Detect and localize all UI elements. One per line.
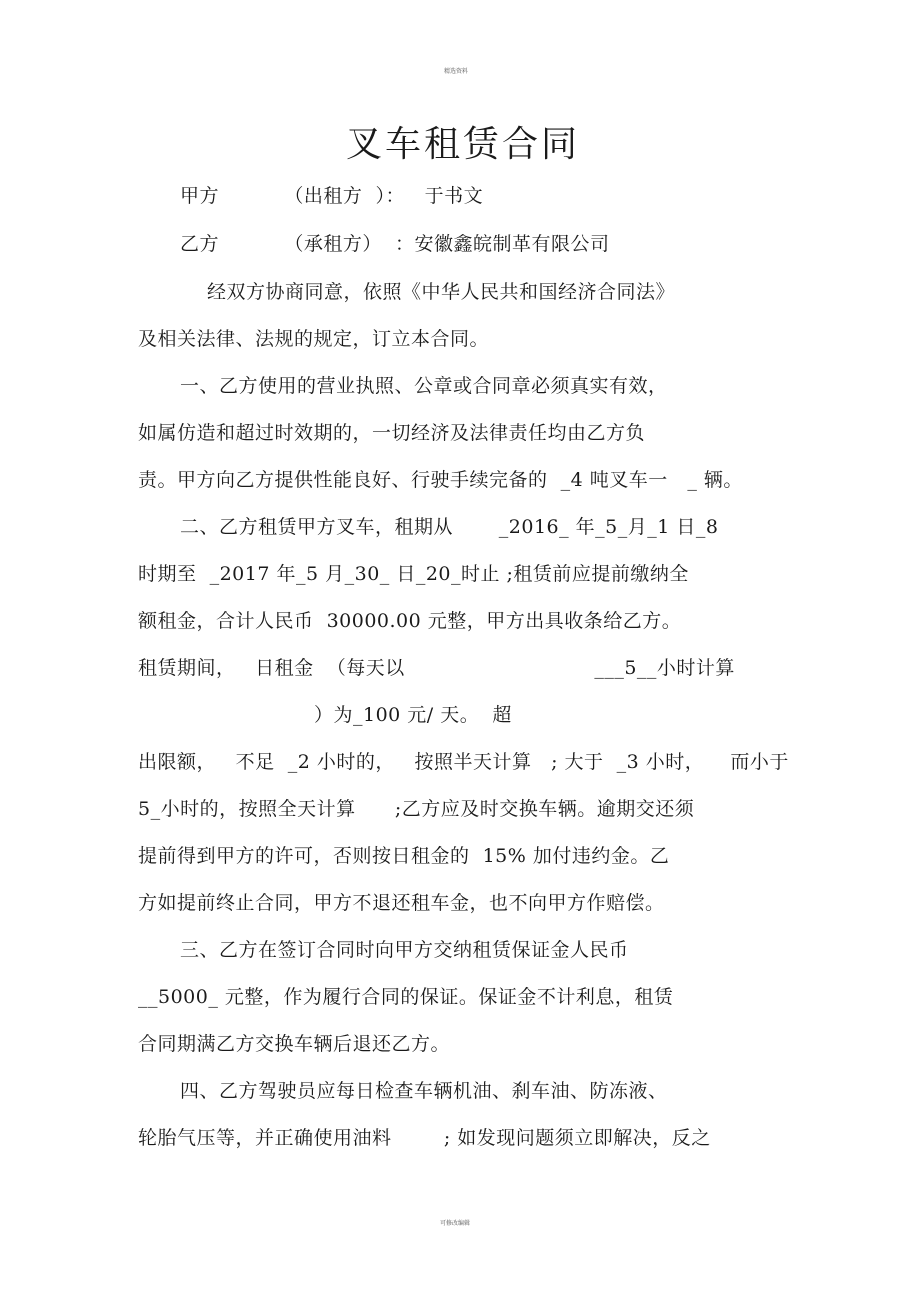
party-a-line: 甲方 （出租方 ）： 于书文: [180, 185, 484, 207]
paragraph-line: 合同期满乙方交换车辆后退还乙方。: [138, 1033, 451, 1055]
paragraph-line: 三、乙方在签订合同时向甲方交纳租赁保证金人民币: [180, 939, 629, 961]
footer-note: 可修改编辑: [440, 1220, 471, 1227]
paragraph-line: 方如提前终止合同，甲方不退还租车金，也不向甲方作赔偿。: [138, 892, 665, 914]
paragraph-line: 责。甲方向乙方提供性能良好、行驶手续完备的 _4 吨叉车一 _ 辆。: [138, 469, 743, 491]
paragraph-line: 租赁期间， 日租金 （每天以 ___5__小时计算: [138, 657, 735, 679]
party-b-line: 乙方 （承租方） ：安徽鑫皖制革有限公司: [180, 233, 610, 255]
paragraph-line: 二、乙方租赁甲方叉车，租期从 _2016_ 年_5_月_1 日_8: [180, 516, 719, 538]
paragraph-line: 及相关法律、法规的规定，订立本合同。: [138, 328, 490, 350]
paragraph-line: 提前得到甲方的许可，否则按日租金的 15% 加付违约金。乙: [138, 845, 670, 867]
paragraph-line: 一、乙方使用的营业执照、公章或合同章必须真实有效，: [180, 375, 668, 397]
paragraph-line: 额租金，合计人民币 30000.00 元整，甲方出具收条给乙方。: [138, 610, 682, 632]
document-title: 叉车租赁合同: [346, 124, 581, 165]
paragraph-line: 如属仿造和超过时效期的，一切经济及法律责任均由乙方负: [138, 422, 646, 444]
paragraph-line: ）为_100 元/ 天。 超: [314, 704, 512, 726]
paragraph-line: 出限额， 不足 _2 小时的， 按照半天计算 ; 大于 _3 小时， 而小于: [138, 751, 789, 773]
paragraph-line: 5_小时的，按照全天计算 ;乙方应及时交换车辆。逾期交还须: [138, 798, 695, 820]
paragraph-line: 四、乙方驾驶员应每日检查车辆机油、刹车油、防冻液、: [180, 1080, 668, 1102]
paragraph-line: 经双方协商同意，依照《中华人民共和国经济合同法》: [207, 281, 676, 303]
paragraph-line: __5000_ 元整，作为履行合同的保证。保证金不计利息，租赁: [138, 986, 674, 1008]
paragraph-line: 时期至 _2017 年_5 月_30_ 日_20_时止 ;租赁前应提前缴纳全: [138, 563, 689, 585]
paragraph-line: 轮胎气压等，并正确使用油料 ; 如发现问题须立即解决，反之: [138, 1127, 711, 1149]
header-note: 精选资料: [444, 68, 469, 75]
